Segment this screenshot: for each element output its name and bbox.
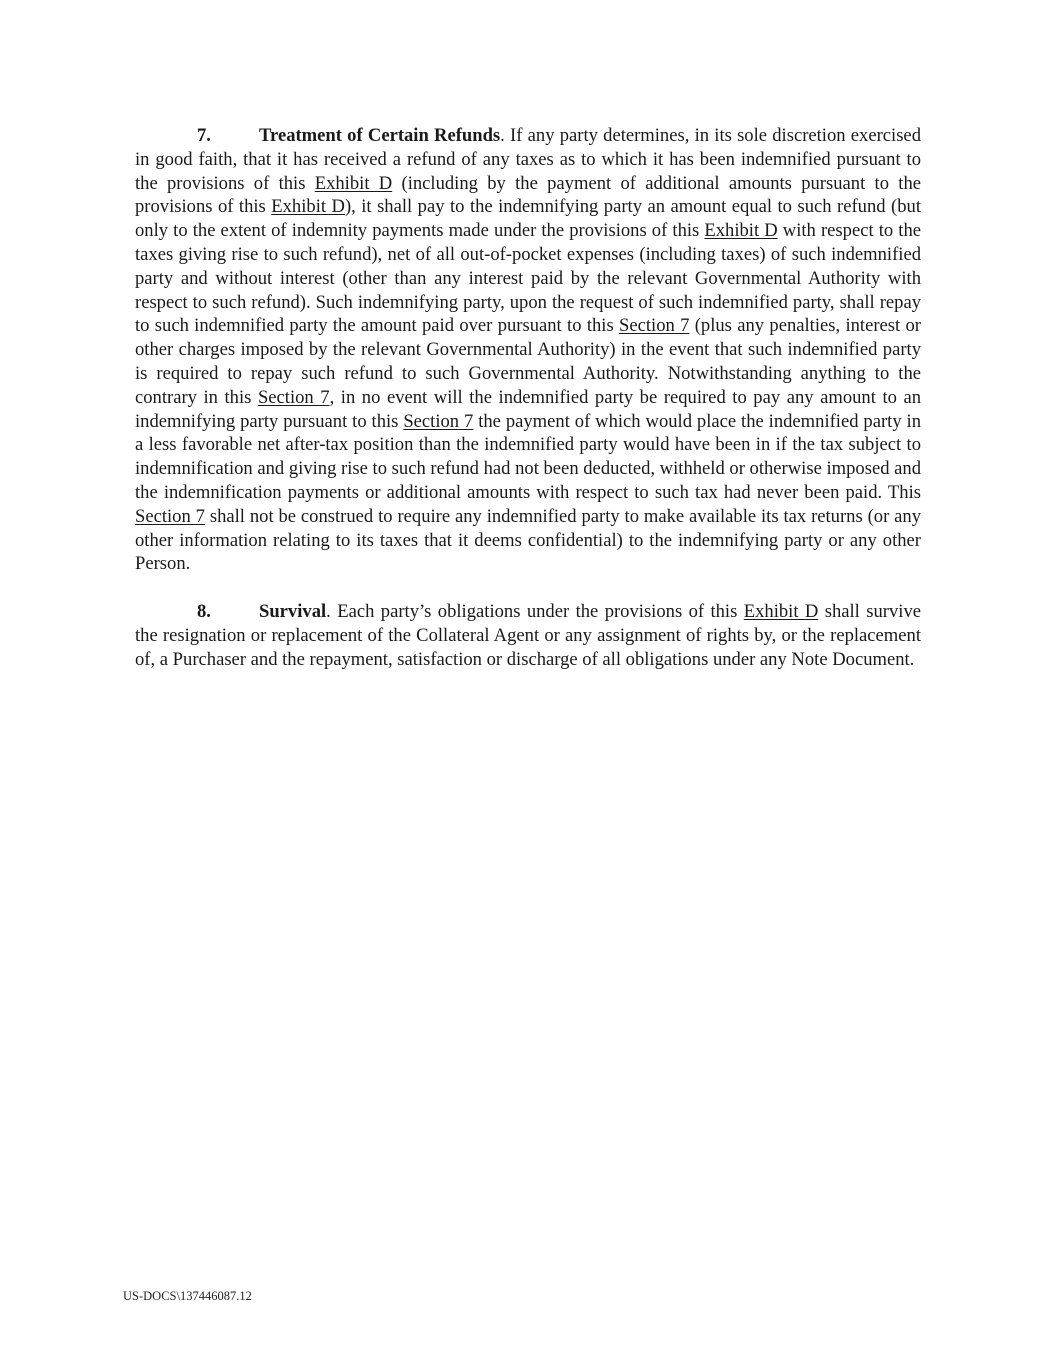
cross-reference-section-7: Section 7 <box>403 410 474 432</box>
paragraph-text: , in no event will the indemnified party be required to pay any amount to an indemnifying party pursuant to this <box>135 386 922 432</box>
cross-reference-section-7: Section 7 <box>257 386 330 408</box>
paragraph-text: . If any party determines, in its sole discretion exercised in good faith, that it has received a refund of any taxes as to which it has been indemnified pursuant to the provisions of this <box>135 125 921 194</box>
paragraph-text: shall survive the resignation or replacement of the Collateral Agent or any assignment of rights by, or the replacement of, a Purchaser and the repayment, satisfaction or discharge of all obligations under any Note Document. <box>135 601 921 670</box>
cross-reference-exhibit-d: Exhibit D <box>271 196 345 218</box>
section-heading: Survival <box>259 601 327 623</box>
cross-reference-exhibit-d: Exhibit D <box>704 220 778 242</box>
cross-reference-exhibit-d: Exhibit D <box>314 172 393 194</box>
section-7-paragraph <box>135 124 921 576</box>
document-id-footer: US-DOCS\137446087.12 <box>123 1289 252 1303</box>
paragraph-text: ), it shall pay to the indemnifying party an amount equal to such refund (but only to the extent of indemnity payments made under the provisions of this <box>135 196 921 242</box>
cross-reference-exhibit-d: Exhibit D <box>743 601 819 623</box>
section-number: 8. <box>197 601 211 623</box>
cross-reference-section-7: Section 7 <box>619 315 690 337</box>
paragraph-text: . Each party’s obligations under the provisions of this <box>326 601 744 623</box>
paragraph-text: (plus any penalties, interest or other charges imposed by the relevant Governmental Authority) in the event that such indemnified party is required to repay such refund to such Governmental Authority. Notwithstanding anything to the contrary in this <box>135 315 921 408</box>
paragraph-text: the payment of which would place the indemnified party in a less favorable net after-tax position than the indemnified party would have been in if the tax subject to indemnification and giving rise to such refund had not been deducted, withheld or otherwise imposed and the indemnification payments or additional amounts with respect to such tax had never been paid. This <box>135 410 922 503</box>
paragraph-text: (including by the payment of additional amounts pursuant to the provisions of this <box>135 172 921 218</box>
cross-reference-section-7: Section 7 <box>135 505 205 527</box>
section-number: 7. <box>197 125 211 146</box>
section-8-paragraph <box>135 600 921 671</box>
document-body <box>135 124 921 672</box>
section-heading: Treatment of Certain Refunds <box>259 125 501 146</box>
paragraph-text: shall not be construed to require any indemnified party to make available its tax returns (or any other information relating to its taxes that it deems confidential) to the indemnifying party or any other Person. <box>135 505 922 575</box>
paragraph-text: with respect to the taxes giving rise to such refund), net of all out-of-pocket expenses (including taxes) of such indemnified party and without interest (other than any interest paid by the relevant Governmental Authority with respect to such refund). Such indemnifying party, upon the request of such indemnified party, shall repay to such indemnified party the amount paid over pursuant to this <box>135 220 922 337</box>
